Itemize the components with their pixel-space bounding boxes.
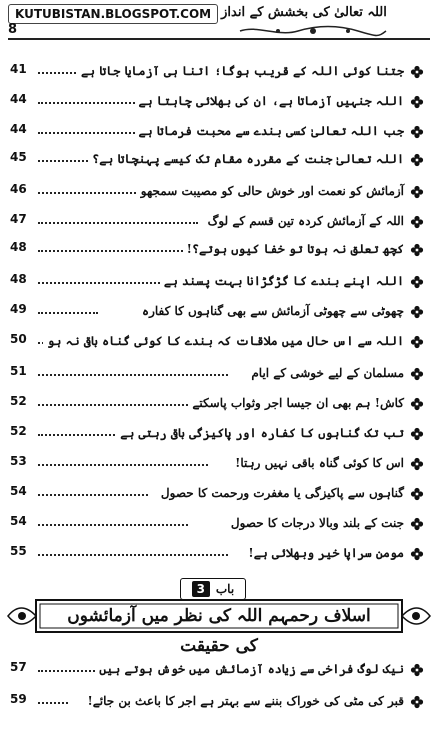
toc-entry bbox=[0, 210, 438, 234]
flower-bullet-icon bbox=[410, 335, 424, 349]
chapter-label: باب bbox=[215, 582, 235, 596]
watermark: KUTUBISTAN.BLOGSPOT.COM bbox=[8, 4, 218, 24]
toc-title: نیک لوگ فراخی سے زیادہ آزمائش میں خوش ہوتے ہیں bbox=[95, 658, 404, 680]
toc-page: 50 bbox=[10, 332, 27, 346]
toc-title: اللہ تعالیٰ جنت کے مقررہ مقام تک کیسے پہنچاتا ہے؟ bbox=[88, 148, 404, 170]
dot-leader bbox=[38, 524, 188, 526]
chapter-number: 3 bbox=[192, 581, 210, 597]
dot-leader bbox=[38, 404, 188, 406]
flower-bullet-icon bbox=[410, 275, 424, 289]
flower-bullet-icon bbox=[410, 215, 424, 229]
toc-title: اللہ اپنے بندے کا گڑگڑانا بہت پسند ہے bbox=[160, 270, 404, 292]
dot-leader bbox=[38, 670, 98, 672]
toc-entry bbox=[0, 270, 438, 294]
toc-title: قبر کی مٹی کی خوراک بننے سے بہتر ہے اجر کا باعث بن جائے! bbox=[84, 690, 405, 712]
flower-bullet-icon bbox=[410, 547, 424, 561]
flower-bullet-icon bbox=[410, 397, 424, 411]
dot-leader bbox=[38, 434, 118, 436]
toc-title: کاش! ہم بھی ان جیسا اجر وثواب پاسکتے bbox=[188, 392, 404, 414]
toc-entry bbox=[0, 542, 438, 566]
toc-page: 41 bbox=[10, 62, 27, 76]
toc-title: اس کا کوئی گناہ باقی نہیں رہتا! bbox=[231, 452, 404, 474]
flower-bullet-icon bbox=[410, 305, 424, 319]
toc-entry bbox=[0, 238, 438, 262]
toc-title: جب اللہ تعالیٰ کسی بندے سے محبت فرماتا ہے bbox=[135, 120, 404, 142]
toc-title: جتنا کوئی اللہ کے قریب ہوگا؛ اتنا ہی آزمایا جاتا ہے bbox=[77, 60, 404, 82]
toc-page: 49 bbox=[10, 302, 27, 316]
toc-entry bbox=[0, 362, 438, 386]
toc-page: 55 bbox=[10, 544, 27, 558]
dot-leader bbox=[38, 374, 228, 376]
toc-title: تب تک گناہوں کا کفارہ اور پاکیزگی باقی رہتی ہے bbox=[116, 422, 404, 444]
toc-page: 44 bbox=[10, 122, 27, 136]
dot-leader bbox=[38, 554, 228, 556]
dot-leader bbox=[38, 250, 198, 252]
toc-page: 45 bbox=[10, 150, 27, 164]
toc-entry bbox=[0, 300, 438, 324]
toc-entry bbox=[0, 392, 438, 416]
dot-leader bbox=[38, 312, 98, 314]
dot-leader bbox=[38, 464, 208, 466]
toc-page: 52 bbox=[10, 394, 27, 408]
chapter-title: اسلاف رحمہم اللہ کی نظر میں آزمائشوں کی حقیقت bbox=[67, 606, 371, 656]
toc-entry bbox=[0, 120, 438, 144]
header-ornament-icon bbox=[238, 25, 388, 37]
toc-title: اللہ سے اس حال میں ملاقات کہ بندے کا کوئی گناہ باقی نہ ہو bbox=[43, 330, 404, 352]
toc-entry bbox=[0, 452, 438, 476]
toc-entry bbox=[0, 690, 438, 714]
toc-page: 52 bbox=[10, 424, 27, 438]
flower-bullet-icon bbox=[410, 95, 424, 109]
flower-bullet-icon bbox=[410, 517, 424, 531]
toc-page: 54 bbox=[10, 484, 27, 498]
toc-title: اللہ کے آزمائش کردہ تین قسم کے لوگ bbox=[204, 210, 404, 232]
flower-bullet-icon bbox=[410, 663, 424, 677]
toc-page: 48 bbox=[10, 240, 27, 254]
toc-title: چھوٹی سے چھوٹی آزمائش سے بھی گناہوں کا کفارہ bbox=[138, 300, 404, 322]
flower-bullet-icon bbox=[410, 457, 424, 471]
toc-title: جنت کے بلند وبالا درجات کا حصول bbox=[227, 512, 404, 534]
header-rule bbox=[8, 38, 430, 40]
flower-bullet-icon bbox=[410, 427, 424, 441]
toc-title: گناہوں سے پاکیزگی یا مغفرت ورحمت کا حصول bbox=[157, 482, 404, 504]
toc-page: 51 bbox=[10, 364, 27, 378]
dot-leader bbox=[38, 494, 148, 496]
toc-page: 47 bbox=[10, 212, 27, 226]
flower-bullet-icon bbox=[410, 125, 424, 139]
toc-page: 48 bbox=[10, 272, 27, 286]
flower-bullet-icon bbox=[410, 153, 424, 167]
page-number: 8 bbox=[8, 22, 18, 37]
page-header bbox=[0, 0, 438, 44]
flower-bullet-icon bbox=[410, 695, 424, 709]
dot-leader bbox=[38, 222, 198, 224]
toc-page: 54 bbox=[10, 514, 27, 528]
toc-entry bbox=[0, 422, 438, 446]
toc-title: کچھ تعلق نہ ہوتا تو خفا کیوں ہوتے؟! bbox=[183, 238, 404, 260]
toc-page: 53 bbox=[10, 454, 27, 468]
flower-bullet-icon bbox=[410, 65, 424, 79]
toc-title: مومن سراپا خیر وبھلائی ہے! bbox=[244, 542, 404, 564]
toc-entry bbox=[0, 90, 438, 114]
flower-bullet-icon bbox=[410, 243, 424, 257]
flower-bullet-icon bbox=[410, 367, 424, 381]
dot-leader bbox=[38, 282, 168, 284]
toc-entry bbox=[0, 330, 438, 354]
toc-page: 44 bbox=[10, 92, 27, 106]
toc-title: اللہ جنہیں آزماتا ہے، ان کی بھلائی چاہتا ہے bbox=[135, 90, 404, 112]
toc-entry bbox=[0, 658, 438, 682]
toc-title: آزمائش کو نعمت اور خوش حالی کو مصیبت سمجھو bbox=[137, 180, 404, 202]
dot-leader bbox=[38, 702, 68, 704]
toc-title: مسلمان کے لیے خوشی کے ایام bbox=[247, 362, 404, 384]
toc-entry bbox=[0, 148, 438, 172]
toc-page: 46 bbox=[10, 182, 27, 196]
toc-page: 59 bbox=[10, 692, 27, 706]
toc-entry bbox=[0, 482, 438, 506]
flower-bullet-icon bbox=[410, 185, 424, 199]
flower-bullet-icon bbox=[410, 487, 424, 501]
running-head: اللہ تعالیٰ کی بخشش کے انداز bbox=[221, 5, 387, 20]
toc-page: 57 bbox=[10, 660, 27, 674]
toc-entry bbox=[0, 60, 438, 84]
toc-entry bbox=[0, 512, 438, 536]
chapter-badge bbox=[180, 578, 246, 600]
toc-entry bbox=[0, 180, 438, 204]
